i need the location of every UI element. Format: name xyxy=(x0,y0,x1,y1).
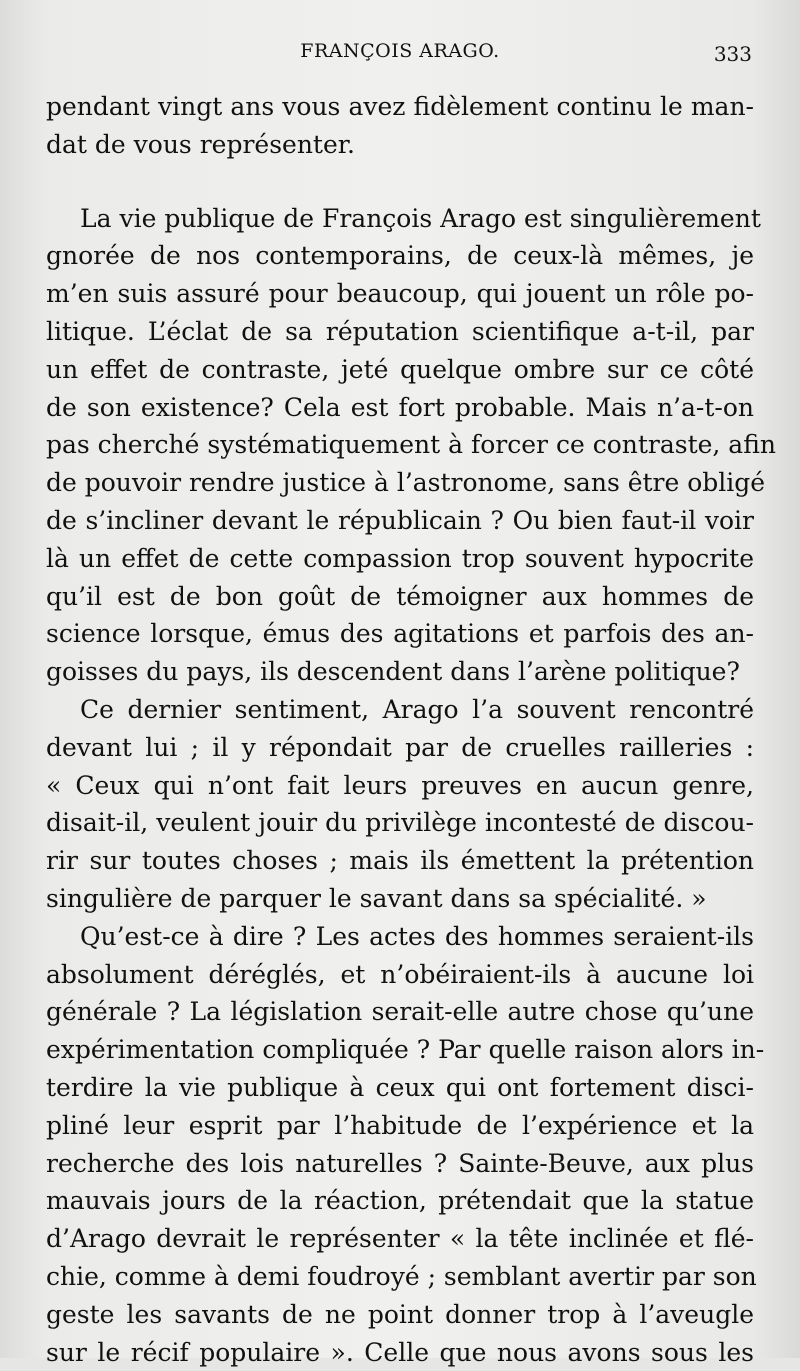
paragraph xyxy=(46,88,754,164)
text-line: disait-il, veulent jouir du privilège incontesté de discou- xyxy=(46,804,754,842)
running-title: FRANÇOIS ARAGO. xyxy=(0,40,800,62)
paragraph xyxy=(46,200,754,691)
paragraph-gap xyxy=(46,164,754,200)
text-line: qu’il est de bon goût de témoigner aux hommes de xyxy=(46,578,754,616)
body-text xyxy=(46,88,754,1371)
text-line: sur le récif populaire ». Celle que nous avons sous les xyxy=(46,1334,754,1371)
text-line: un effet de contraste, jeté quelque ombre sur ce côté xyxy=(46,351,754,389)
paragraph xyxy=(46,918,754,1371)
text-line: pas cherché systématiquement à forcer ce contraste, afin xyxy=(46,426,754,464)
text-line: absolument déréglés, et n’obéiraient-ils à aucune loi xyxy=(46,956,754,994)
page-header xyxy=(0,40,800,74)
text-line: pendant vingt ans vous avez fidèlement continu le man- xyxy=(46,88,754,126)
text-line: devant lui ; il y répondait par de cruelles railleries : xyxy=(46,729,754,767)
text-line: de son existence? Cela est fort probable. Mais n’a-t-on xyxy=(46,389,754,427)
text-line: terdire la vie publique à ceux qui ont fortement disci- xyxy=(46,1069,754,1107)
page-number: 333 xyxy=(714,42,752,66)
text-line: mauvais jours de la réaction, prétendait que la statue xyxy=(46,1182,754,1220)
text-line: litique. L’éclat de sa réputation scientifique a-t-il, par xyxy=(46,313,754,351)
text-line: d’Arago devrait le représenter « la tête inclinée et flé- xyxy=(46,1220,754,1258)
text-line: de pouvoir rendre justice à l’astronome, sans être obligé xyxy=(46,464,754,502)
text-line: m’en suis assuré pour beaucoup, qui jouent un rôle po- xyxy=(46,275,754,313)
text-line: science lorsque, émus des agitations et parfois des an- xyxy=(46,615,754,653)
text-line: singulière de parquer le savant dans sa spécialité. » xyxy=(46,880,754,918)
text-line: Ce dernier sentiment, Arago l’a souvent rencontré xyxy=(46,691,754,729)
text-line: geste les savants de ne point donner trop à l’aveugle xyxy=(46,1296,754,1334)
text-line: de s’incliner devant le républicain ? Ou bien faut-il voir xyxy=(46,502,754,540)
text-line: générale ? La législation serait-elle autre chose qu’une xyxy=(46,993,754,1031)
text-line: La vie publique de François Arago est singulièrement xyxy=(46,200,754,238)
text-line: rir sur toutes choses ; mais ils émettent la prétention xyxy=(46,842,754,880)
text-line: chie, comme à demi foudroyé ; semblant avertir par son xyxy=(46,1258,754,1296)
text-line: « Ceux qui n’ont fait leurs preuves en aucun genre, xyxy=(46,767,754,805)
paragraph xyxy=(46,691,754,918)
text-line: gnorée de nos contemporains, de ceux-là mêmes, je xyxy=(46,237,754,275)
text-line: recherche des lois naturelles ? Sainte-Beuve, aux plus xyxy=(46,1145,754,1183)
text-line: pliné leur esprit par l’habitude de l’expérience et la xyxy=(46,1107,754,1145)
text-line: là un effet de cette compassion trop souvent hypocrite xyxy=(46,540,754,578)
text-line: dat de vous représenter. xyxy=(46,126,754,164)
text-line: Qu’est-ce à dire ? Les actes des hommes seraient-ils xyxy=(46,918,754,956)
text-line: goisses du pays, ils descendent dans l’arène politique? xyxy=(46,653,754,691)
text-line: expérimentation compliquée ? Par quelle raison alors in- xyxy=(46,1031,754,1069)
